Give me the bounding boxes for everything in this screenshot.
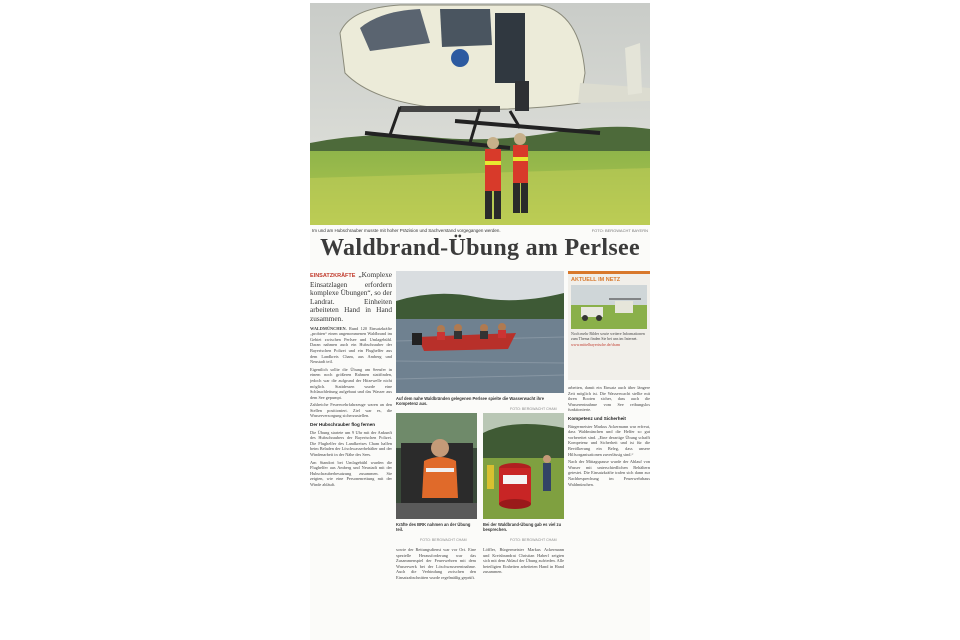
helicopter-photo (310, 3, 650, 225)
aktuell-title: AKTUELL IM NETZ (571, 277, 621, 283)
tank-credit: FOTO: BERGWACHT CHAM (510, 538, 557, 542)
middle-column-2 (483, 547, 564, 577)
dateline: WALDMÜNCHEN. (310, 325, 347, 331)
hero-caption: Im und am Hubschrauber musste mit hoher Präzision und Sachverstand vorgegangen werden. (312, 228, 501, 233)
body-text-4: Die Übung startete um 9 Uhr mit der Ankunft des Hubschraubers der Bayerischen Polizei. Die Flughelfer des Landkreises Cham halfen beim Beladen der Löschwasserbehälter und der Windenarbeit in der Nähe des Sees. (310, 429, 392, 458)
aktuell-im-netz-box (568, 271, 650, 380)
body-text-5: Am Standort bei Umlagebühl wurden die Flughelfer aus Amberg und Neustadt mit der Hubschrauberbesatzung zusammen. Sie zeigten, wie eine Personenrettung mit der Winde abläuft. (310, 459, 392, 487)
subhead-2: Kompetenz und Sicherheit (568, 415, 626, 421)
hero-credit: FOTO: BERGWACHT BAYERN (591, 228, 648, 233)
water-tank-photo (483, 413, 564, 519)
left-column (310, 271, 392, 490)
mid2-text: Löffler, Bürgermeister Markus Ackermann und Kreisbrandrat Christian Haberl zeigten sich mit dem Ablauf der Übung zufrieden. Alle beteiligten Einheiten arbeiteten Hand in Hand zusammen. (483, 547, 564, 575)
pilot-credit: FOTO: BERGWACHT CHAM (420, 538, 467, 542)
body-text-1: Rund 120 Einsatzkräfte „probten“ einen angenommenen Waldbrand im Gebiet zwischen Perlsee und Umlagebühl. Daran nahmen auch ein Hubschrauber der Bayerischen Polizei und ein Flughelfer aus dem Landkreis Cham, aus Amberg und Neustadt teil. (310, 325, 392, 365)
middle-column-1 (396, 547, 476, 583)
body-text-2: Eigentlich sollte die Übung am Seeufer in einem noch größeren Rahmen stattfinden, jedoch war die aufgrund der Hitzewelle nicht möglich. Stattdessen wurde eine Schlauchleitung aufgebaut und das Wasser aus dem See gepumpt. (310, 366, 392, 400)
tank-caption: Bei der Waldbrand-Übung gab es viel zu besprechen. (483, 522, 562, 532)
boat-caption: Auf dem nahe Waldbränden gelegenen Perlsee spielte die Wasserwacht ihre Kompetenz aus. (396, 396, 545, 406)
aktuell-link[interactable]: www.mittelbayerische.de/cham (571, 342, 621, 347)
mid1-text: sowie der Rettungsdienst war vor Ort. Eine spezielle Herausforderung war das Zusammenspiel der Feuerwehren mit dem Wasserwerk bei der Löschwasserentnahme. Auch die Verbindung zwischen den Einsatzabschnitten wurde regelmäßig geprüft. (396, 547, 476, 580)
right-column (568, 385, 650, 489)
lead-text: „Komplexe Einsatzlagen erfordern komplexe Übungen“, so der Landrat. Einheiten arbeiteten Hand in Hand zusammen. (310, 270, 392, 323)
subhead-1: Der Hubschrauber flog fernen (310, 422, 376, 428)
right-text-3: Nach der Mittagspause wurde der Ablauf von Wasser mit unterschiedlichen Behältern getestet. Die Einsatzkräfte trafen sich dann zur Nachbesprechung im Feuerwehrhaus Waldmünchen. (568, 459, 650, 487)
kicker: EINSATZKRÄFTE (310, 273, 356, 279)
right-text-2: Bürgermeister Markus Ackermann war erfreut, dass Waldmünchen und die Helfer so gut vorbereitet sind. „Eine derartige Übung schafft Kompetenz und Sicherheit und ist für die Bevölkerung ein Beleg, dass unsere Hilfsorganisationen zuverlässig sind.“ (568, 423, 650, 457)
newspaper-page (310, 3, 650, 640)
article-headline: Waldbrand-Übung am Perlsee (320, 235, 640, 261)
body-text-3: Zahlreiche Feuerwehrfahrzeuge waren an den Stellen positioniert. Ziel war es, die Wasserversorgung sicherzustellen. (310, 402, 392, 419)
right-text-1: arbeiten, damit ein Einsatz auch über längere Zeit möglich ist. Die Wasserwacht stellte mit ihren Booten sicher, dass auch die Wasserentnahme vom See reibungslos funktionierte. (568, 385, 650, 413)
pilot-photo (396, 413, 477, 519)
lead-paragraph (310, 271, 392, 324)
boat-credit: FOTO: BERGWACHT CHAM (510, 407, 557, 411)
aktuell-text: Noch mehr Bilder sowie weitere Informationen zum Thema finden Sie bei uns im Internet. (571, 332, 645, 341)
body-paragraph (310, 326, 392, 365)
boat-photo (396, 271, 564, 393)
hero-caption-row (312, 228, 648, 233)
pilot-caption: Kräfte des BRK nahmen an der Übung teil. (396, 522, 471, 532)
aktuell-photo (571, 285, 647, 329)
